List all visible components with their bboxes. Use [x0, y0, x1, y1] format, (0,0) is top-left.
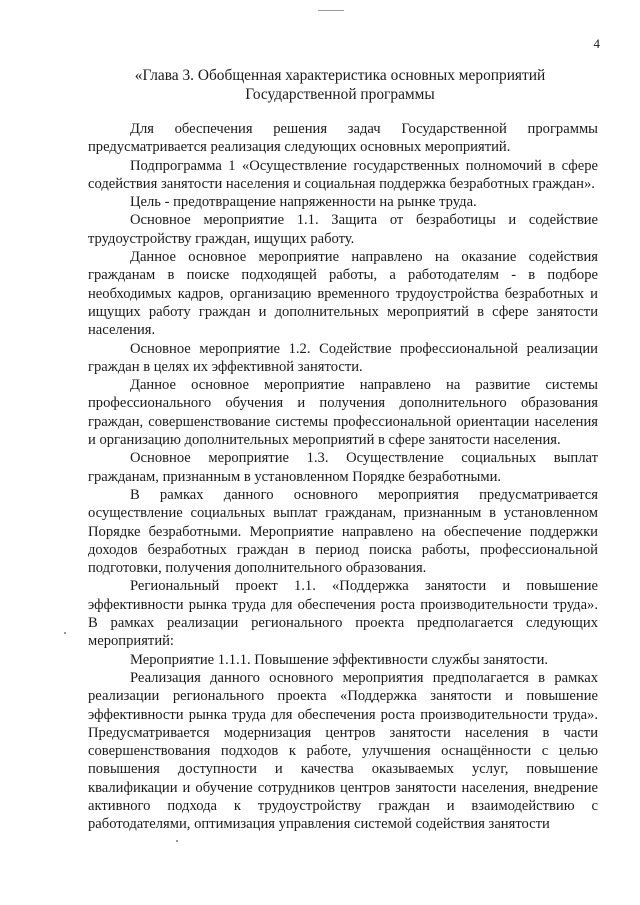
- paragraph-measure-1-3: Основное мероприятие 1.3. Осуществление социальных выплат гражданам, признанным в установленном Порядке безработными.: [88, 450, 598, 485]
- paragraph-measure-1-2-description: Данное основное мероприятие направлено на развитие системы профессионального обучения и получения дополнительного образования граждан, совершенствование системы профессиональной ориентации населения и организацию дополнительных мероприятий в сфере занятости населения.: [88, 377, 598, 449]
- paragraph-measure-1-1-description: Данное основное мероприятие направлено на оказание содействия гражданам в поиске подходящей работы, а работодателям - в подборе необходимых кадров, организацию временного трудоустройства безработных и ищущих работу граждан и дополнительных мероприятий в сфере занятости населения.: [88, 249, 598, 339]
- document-body: [88, 120, 598, 834]
- paragraph-regional-project: Региональный проект 1.1. «Поддержка занятости и повышение эффективности рынка труда для обеспечения роста производительности труда». В рамках реализации регионального проекта предполагается следующих мероприятий:: [88, 578, 598, 650]
- paragraph-measure-1-1-1-description: Реализация данного основного мероприятия предполагается в рамках реализации регионального проекта «Поддержка занятости и повышение эффективности рынка труда для обеспечения роста производительности труда». Предусматривается модернизация центров занятости населения в части совершенствования подходов к работе, улучшения оснащённости с целью повышения доступности и качества оказываемых услуг, повышение квалификации и обучение сотрудников центров занятости населения, внедрение активного подхода к трудоустройству граждан и взаимодействию с работодателями, оптимизация управления системой содействия занятости: [88, 669, 598, 833]
- chapter-title: [120, 66, 560, 104]
- paragraph-measure-1-3-description: В рамках данного основного мероприятия предусматривается осуществление социальных выплат гражданам, признанным в установленном Порядке безработными. Мероприятие направлено на обеспечение поддержки доходов безработных граждан в период поиска работы, профессиональной подготовки, получения дополнительного образования.: [88, 486, 598, 577]
- scan-speck-bottom: [176, 840, 178, 842]
- paragraph-intro: Для обеспечения решения задач Государственной программы предусматривается реализация следующих основных мероприятий.: [88, 121, 598, 156]
- scan-speck-top: [318, 10, 344, 11]
- paragraph-measure-1-1: Основное мероприятие 1.1. Защита от безработицы и содействие трудоустройству граждан, ищущих работу.: [88, 212, 598, 247]
- chapter-title-line-2: Государственной программы: [245, 86, 435, 103]
- scan-speck-left: [64, 632, 66, 634]
- page-number: 4: [593, 36, 600, 51]
- paragraph-measure-1-1-1: Мероприятие 1.1.1. Повышение эффективности службы занятости.: [130, 651, 549, 668]
- paragraph-subprogram: Подпрограмма 1 «Осуществление государственных полномочий в сфере содействия занятости населения и социальная поддержка безработных граждан».: [88, 157, 598, 192]
- paragraph-measure-1-2: Основное мероприятие 1.2. Содействие профессиональной реализации граждан в целях их эффективной занятости.: [88, 340, 598, 375]
- chapter-title-line-1: «Глава 3. Обобщенная характеристика основных мероприятий: [134, 67, 546, 84]
- paragraph-goal: Цель - предотвращение напряженности на рынке труда.: [130, 194, 477, 211]
